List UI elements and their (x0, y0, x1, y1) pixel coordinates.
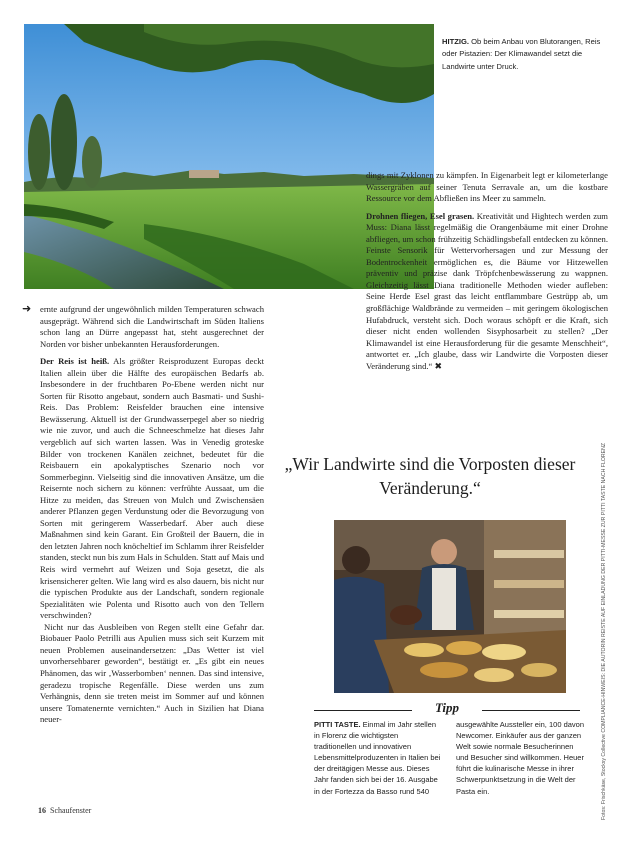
photo-credit-text: Fotos: Frischkäse, Stocksy Collective COMPLIANCE-HINWEIS: DIE AUTORIN REISTE AUF EINLADUNG DER PITTI-MESSE ZUR PITTI TASTE NACH FLORENZ (601, 442, 607, 820)
page-footer (38, 806, 91, 815)
tipp-label: Tipp (412, 700, 482, 716)
tipp-text-left (314, 719, 442, 797)
pull-quote: „Wir Landwirte sind die Vorposten dieser Veränderung.“ (284, 454, 576, 498)
paragraph-text: Als größter Reisproduzent Europas deckt Italien allein über die Hälfte des europäischen Bedarfs ab. Insbesondere in der fruchtbaren Po-Ebene werden nicht nur Sorten für Risotto angebaut, sondern auch Basmati- und Sushi-Reis. Das Problem: Reisfelder brauchen eine intensive Bewässerung. Aktuell ist der Grundwasserpegel aber so niedrig wie nie zuvor, und auch die Schneeschmelze hat dieses Jahr vergeblich auf sich warten lassen. Was in Venedig groteske Bilder von trockenen Kanälen zeichnet, bedeutet für die Reisbauern ein apokalyptisches Szenario noch vor Sommerbeginn. Vielseitig sind die innovativen Ansätze, um die Reisernte noch sichern zu können: verfrühte Aussaat, um die Hitze zu meiden, das Streuen von Mulch und Zwischensäen anderer Pflanzen gegen Verdunstung oder die Bevorzugung von Sorten mit geringerem Wasserbedarf. Aber auch diese Maßnahmen sind kein Garant. Ein Großteil der Bauern, die in den letzten Jahren noch knöcheltief im Schlamm ihrer Reisfelder standen, steckt nun bis zum Hals in Schulden. Statt auf Mais und Reis wird vermehrt auf Weizen und Soja gesetzt, die als krisensicherer gelten. Wie lang wird es also dauern, bis nicht nur die typischen Produkte aus der Landschaft, sondern regionale Spezialitäten wie Polenta und Risotto auch von den Tellern verschwinden? (40, 356, 264, 621)
photo-credit (600, 442, 610, 820)
paragraph-lead: Der Reis ist heiß. (40, 356, 110, 367)
paragraph-lead: Drohnen fliegen, Esel grasen. (366, 210, 475, 221)
end-mark-icon: ✖ (434, 361, 443, 372)
market-photo (334, 520, 566, 693)
paragraph: dings mit Zyklonen zu kämpfen. In Eigenarbeit legt er kilometerlange Wassergräben auf seiner Tenuta Serravale an, um die kostbare Ressource vor dem Abfließen ins Meer zu sammeln. (366, 170, 608, 204)
paragraph: ernte aufgrund der ungewöhnlich milden Temperaturen schwach ausgeprägt. Während sich die Landwirtschaft im Süden Italiens schon lang an Dürre angepasst hat, steht ausgerechnet der Norden vor bisher unbekannten Herausforderungen. (40, 304, 264, 349)
photo-caption (442, 36, 614, 73)
paragraph: Nicht nur das Ausbleiben von Regen stellt eine Gefahr dar. Biobauer Paolo Petrilli aus Apulien muss sich seit Kurzem mit neuen Problemen auseinandersetzen: „Das Wetter ist viel unvorhersehbarer geworden“, bestätigt er. „Es gibt ein neues Phänomen, das wir ‚Wasserbomben‘ nennen. Das sind intensive, geradezu tropische Regenfälle. Diese werden uns zum Verhängnis, denn sie treten meist im Sommer auf und können unsere Tomatenernte vernichten.“ Auch in Sizilien hat Diana neuer- (40, 621, 264, 725)
page-number: 16 (38, 806, 46, 815)
paragraph-text: Kreativität und Hightech werden zum Muss: Diana lässt regelmäßig die Orangenbäume mit einer Drohne abfliegen, um schon frühzeitig Schädlingsbefall entdecken zu können. Feinste Sensorik für Wettervorhersagen und zur Messung der Bodentrockenheit ermöglichen es, die Bäume vor Hitzewellen präventiv und präzise dank Tröpfchenbewässerung zu wappnen. Gleichzeitig lässt Diana traditionelle Methoden wieder aufleben: Seine Herde Esel grast das leicht entflammbare Gestrüpp ab, um großflächige Waldbrände zu vermeiden – mit geringem ökologischen Hufabdruck, versteht sich. Doch woraus schöpft er die Kraft, sich dieser nicht enden wollenden Sisyphosarbeit zu stellen? „Der Klimawandel ist eine Herausforderung für die gesamte Menschheit“, antwortet er. „Ich glaube, dass wir Landwirte die Vorposten dieser Veränderung sind.“ (366, 210, 608, 371)
paragraph (366, 211, 608, 374)
continuation-arrow-icon: ➜ (22, 303, 32, 315)
tipp-lead: PITTI TASTE. (314, 720, 361, 729)
paragraph (40, 356, 264, 622)
caption-lead: HITZIG. (442, 37, 469, 46)
article-column-left (40, 304, 264, 726)
tipp-text: Einmal im Jahr stellen in Florenz die wichtigsten traditionellen und innovativen Lebensmittelproduzenten in Italien bei der dreitägigen Messe aus. Dieses Jahr fanden sich bei der 16. Ausgabe in der Fortezza da Basso rund 540 (314, 720, 441, 796)
magazine-name: Schaufenster (50, 806, 92, 815)
article-column-right (366, 170, 608, 373)
tipp-text-right: ausgewählte Aussteller ein, 100 davon Newcomer. Einkäufer aus der ganzen Welt sowie normale Besucherinnen und Besucher sind willkommen. Heuer führt die kulinarische Messe in ihrer Schwerpunktsetzung in die Welt der Pasta ein. (456, 720, 585, 796)
caption-text: Ob beim Anbau von Blutorangen, Reis oder Pistazien: Der Klimawandel setzt die Landwirte unter Druck. (442, 37, 601, 71)
